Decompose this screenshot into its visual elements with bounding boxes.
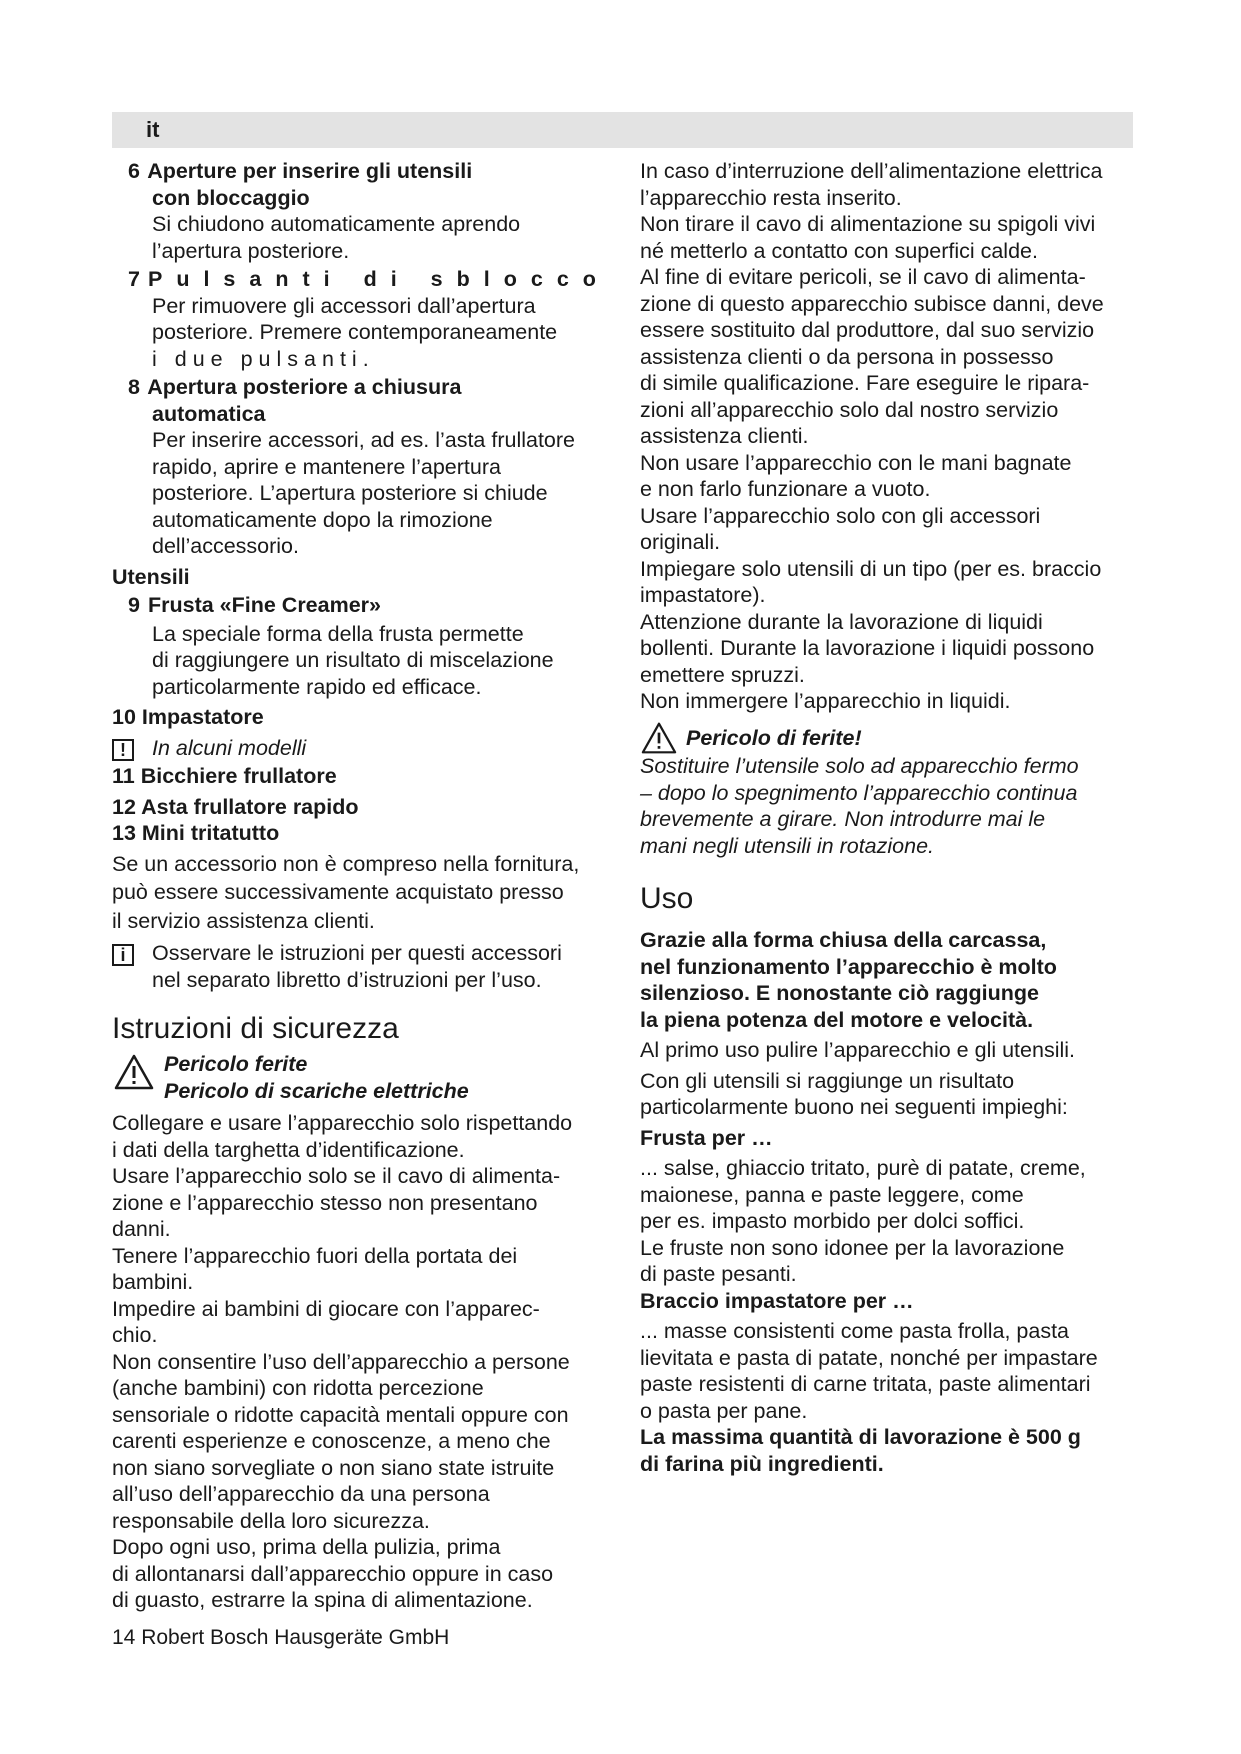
safety-line: originali. — [640, 530, 721, 554]
safety-line: emettere spruzzi. — [640, 662, 805, 687]
item-8-desc-3: posteriore. L’apertura posteriore si chiude — [152, 481, 548, 505]
item-8-title-2: automatica — [152, 401, 266, 426]
accessory-text-2: può essere successivamente acquistato presso — [112, 880, 564, 904]
safety-line: Dopo ogni uso, prima della pulizia, prima — [112, 1535, 501, 1559]
accessory-text-3: il servizio assistenza clienti. — [112, 908, 375, 933]
safety-line: Al fine di evitare pericoli, se il cavo di alimenta- — [640, 265, 1086, 289]
item-7-desc-1: Per rimuovere gli accessori dall’apertura — [152, 293, 536, 318]
warning-triangle-icon — [114, 1053, 154, 1091]
safety-line: (anche bambini) con ridotta percezione — [112, 1376, 484, 1400]
safety-line: i dati della targhetta d’identificazione. — [112, 1137, 465, 1162]
info-box-icon: i — [112, 944, 134, 966]
item-12-title: 12 Asta frullatore rapido — [112, 794, 359, 819]
models-note — [112, 735, 627, 762]
warn-injury: Pericolo ferite — [164, 1052, 308, 1076]
frusta-line: di paste pesanti. — [640, 1262, 797, 1286]
braccio-heading: Braccio impastatore per … — [640, 1288, 914, 1313]
item-8-desc-1: Per inserire accessori, ad es. l’asta frullatore — [152, 428, 576, 452]
info-note-text-2: nel separato libretto d’istruzioni per l’uso. — [152, 967, 542, 992]
warn-line: mani negli utensili in rotazione. — [640, 833, 934, 858]
item-9-desc-3: particolarmente rapido ed efficace. — [152, 674, 482, 699]
safety-line: non siano sorvegliate o non siano state istruite — [112, 1455, 555, 1480]
safety-line: l’apparecchio resta inserito. — [640, 185, 902, 210]
braccio-line: ... masse consistenti come pasta frolla, pasta — [640, 1319, 1070, 1343]
item-8-title: 8 Apertura posteriore a chiusura — [128, 375, 462, 399]
warn-line: brevemente a girare. Non introdurre mai le — [640, 807, 1046, 831]
uso-bold-line: la piena potenza del motore e velocità. — [640, 1007, 1034, 1032]
safety-line: Non immergere l’apparecchio in liquidi. — [640, 689, 1011, 713]
utensili-heading: Utensili — [112, 564, 190, 589]
safety-line: zione di questo apparecchio subisce danni, deve — [640, 291, 1104, 316]
safety-line: Usare l’apparecchio solo con gli accessori — [640, 503, 1041, 528]
safety-line: di guasto, estrarre la spina di alimentazione. — [112, 1588, 533, 1612]
braccio-line: lievitata e pasta di patate, nonché per impastare — [640, 1345, 1098, 1370]
info-note — [112, 940, 627, 993]
safety-line: Non tirare il cavo di alimentazione su spigoli vivi — [640, 212, 1096, 236]
max-quantity-line: di farina più ingredienti. — [640, 1451, 884, 1476]
safety-line: di simile qualificazione. Fare eseguire le ripara- — [640, 371, 1090, 395]
item-9-desc-1: La speciale forma della frusta permette — [152, 621, 524, 646]
language-label: it — [146, 117, 160, 142]
safety-title: Istruzioni di sicurezza — [112, 1012, 399, 1045]
safety-line: essere sostituito dal produttore, dal suo servizio — [640, 318, 1095, 342]
item-9-desc-2: di raggiungere un risultato di miscelazione — [152, 648, 554, 672]
item-6-desc-1: Si chiudono automaticamente aprendo — [152, 212, 521, 236]
warn-line: – dopo lo spegnimento l’apparecchio continua — [640, 780, 1078, 805]
injury-warning-title: Pericolo di ferite! — [686, 725, 862, 750]
warn-shock: Pericolo di scariche elettriche — [164, 1078, 469, 1103]
item-7-desc-3: i due pulsanti. — [152, 346, 375, 371]
safety-line: Usare l’apparecchio solo se il cavo di alimenta- — [112, 1164, 561, 1188]
frusta-line: per es. impasto morbido per dolci soffici. — [640, 1209, 1025, 1233]
safety-line: impastatore). — [640, 583, 766, 607]
safety-line: bambini. — [112, 1270, 194, 1294]
left-column — [112, 158, 627, 1614]
safety-line: né metterlo a contatto con superfici calde. — [640, 238, 1038, 263]
uso-title: Uso — [640, 882, 694, 915]
safety-line: bollenti. Durante la lavorazione i liquidi possono — [640, 636, 1095, 660]
safety-line: sensoriale o ridotte capacità mentali oppure con — [112, 1402, 569, 1427]
frusta-line: Le fruste non sono idonee per la lavorazione — [640, 1235, 1065, 1260]
safety-line: e non farlo funzionare a vuoto. — [640, 477, 931, 501]
safety-line: Tenere l’apparecchio fuori della portata dei — [112, 1243, 518, 1268]
result-line: Con gli utensili si raggiunge un risultato — [640, 1068, 1015, 1093]
frusta-heading: Frusta per … — [640, 1125, 773, 1150]
warning-triangle-icon — [640, 721, 678, 755]
header-bar — [112, 112, 1133, 148]
safety-line: Collegare e usare l’apparecchio solo rispettando — [112, 1111, 573, 1135]
result-line: particolarmente buono nei seguenti impieghi: — [640, 1095, 1068, 1119]
safety-line: Impedire ai bambini di giocare con l’apparec- — [112, 1296, 540, 1321]
right-column — [640, 158, 1140, 1477]
models-note-text: In alcuni modelli — [152, 735, 307, 760]
uso-bold-line: nel funzionamento l’apparecchio è molto — [640, 954, 1057, 979]
safety-line: Non usare l’apparecchio con le mani bagnate — [640, 450, 1072, 475]
item-7-title: 7 Pulsanti di sblocco — [128, 267, 610, 291]
item-8-desc-2: rapido, aprire e mantenere l’apertura — [152, 454, 501, 479]
braccio-line: paste resistenti di carne tritata, paste alimentari — [640, 1372, 1091, 1396]
item-7-desc-2: posteriore. Premere contemporaneamente — [152, 320, 558, 344]
frusta-line: ... salse, ghiaccio tritato, purè di patate, creme, — [640, 1156, 1086, 1180]
safety-line: Non consentire l’uso dell’apparecchio a persone — [112, 1349, 570, 1374]
safety-line: all’uso dell’apparecchio da una persona — [112, 1482, 490, 1506]
safety-line: carenti esperienze e conoscenze, a meno che — [112, 1429, 551, 1453]
injury-warning-text — [640, 753, 1140, 859]
max-quantity-line: La massima quantità di lavorazione è 500 g — [640, 1425, 1081, 1449]
safety-line: assistenza clienti o da persona in possesso — [640, 344, 1054, 369]
item-11-title: 11 Bicchiere frullatore — [112, 764, 337, 788]
safety-line: responsabile della loro sicurezza. — [112, 1508, 430, 1533]
safety-line: zioni all’apparecchio solo dal nostro servizio — [640, 397, 1059, 422]
safety-line: assistenza clienti. — [640, 424, 809, 448]
uso-bold-line: Grazie alla forma chiusa della carcassa, — [640, 928, 1047, 952]
safety-line: Impiegare solo utensili di un tipo (per es. braccio — [640, 556, 1102, 581]
safety-line: danni. — [112, 1217, 171, 1241]
item-6-title: 6 Aperture per inserire gli utensili — [128, 159, 473, 183]
safety-line: chio. — [112, 1323, 158, 1347]
uso-intro — [640, 927, 1140, 1033]
info-note-text-1: Osservare le istruzioni per questi accessori — [152, 941, 562, 965]
frusta-line: maionese, panna e paste leggere, come — [640, 1182, 1024, 1207]
item-8-desc-5: dell’accessorio. — [152, 534, 299, 558]
uso-bold-line: silenzioso. E nonostante ciò raggiunge — [640, 981, 1039, 1005]
injury-warning — [640, 725, 1140, 752]
item-13-title: 13 Mini tritatutto — [112, 821, 280, 845]
safety-line: Attenzione durante la lavorazione di liquidi — [640, 609, 1043, 634]
right-safety-text — [640, 158, 1140, 715]
safety-line: In caso d’interruzione dell’alimentazione elettrica — [640, 159, 1103, 183]
braccio-line: o pasta per pane. — [640, 1398, 808, 1423]
accessory-text-1: Se un accessorio non è compreso nella fornitura, — [112, 851, 580, 876]
safety-warning — [112, 1051, 627, 1104]
page-footer: 14 Robert Bosch Hausgeräte GmbH — [112, 1626, 450, 1649]
left-safety-text — [112, 1110, 627, 1614]
safety-line: zione e l’apparecchio stesso non presentano — [112, 1190, 538, 1215]
warn-line: Sostituire l’utensile solo ad apparecchio fermo — [640, 754, 1079, 778]
item-8-desc-4: automaticamente dopo la rimozione — [152, 507, 493, 532]
first-use-text: Al primo uso pulire l’apparecchio e gli utensili. — [640, 1038, 1075, 1062]
item-9-title: 9 Frusta «Fine Creamer» — [128, 593, 381, 617]
item-6-title-2: con bloccaggio — [152, 185, 310, 210]
item-6-desc-2: l’apertura posteriore. — [152, 238, 350, 263]
item-10-title: 10 Impastatore — [112, 705, 264, 729]
exclamation-box-icon: ! — [112, 739, 134, 761]
safety-line: di allontanarsi dall’apparecchio oppure in caso — [112, 1561, 554, 1586]
